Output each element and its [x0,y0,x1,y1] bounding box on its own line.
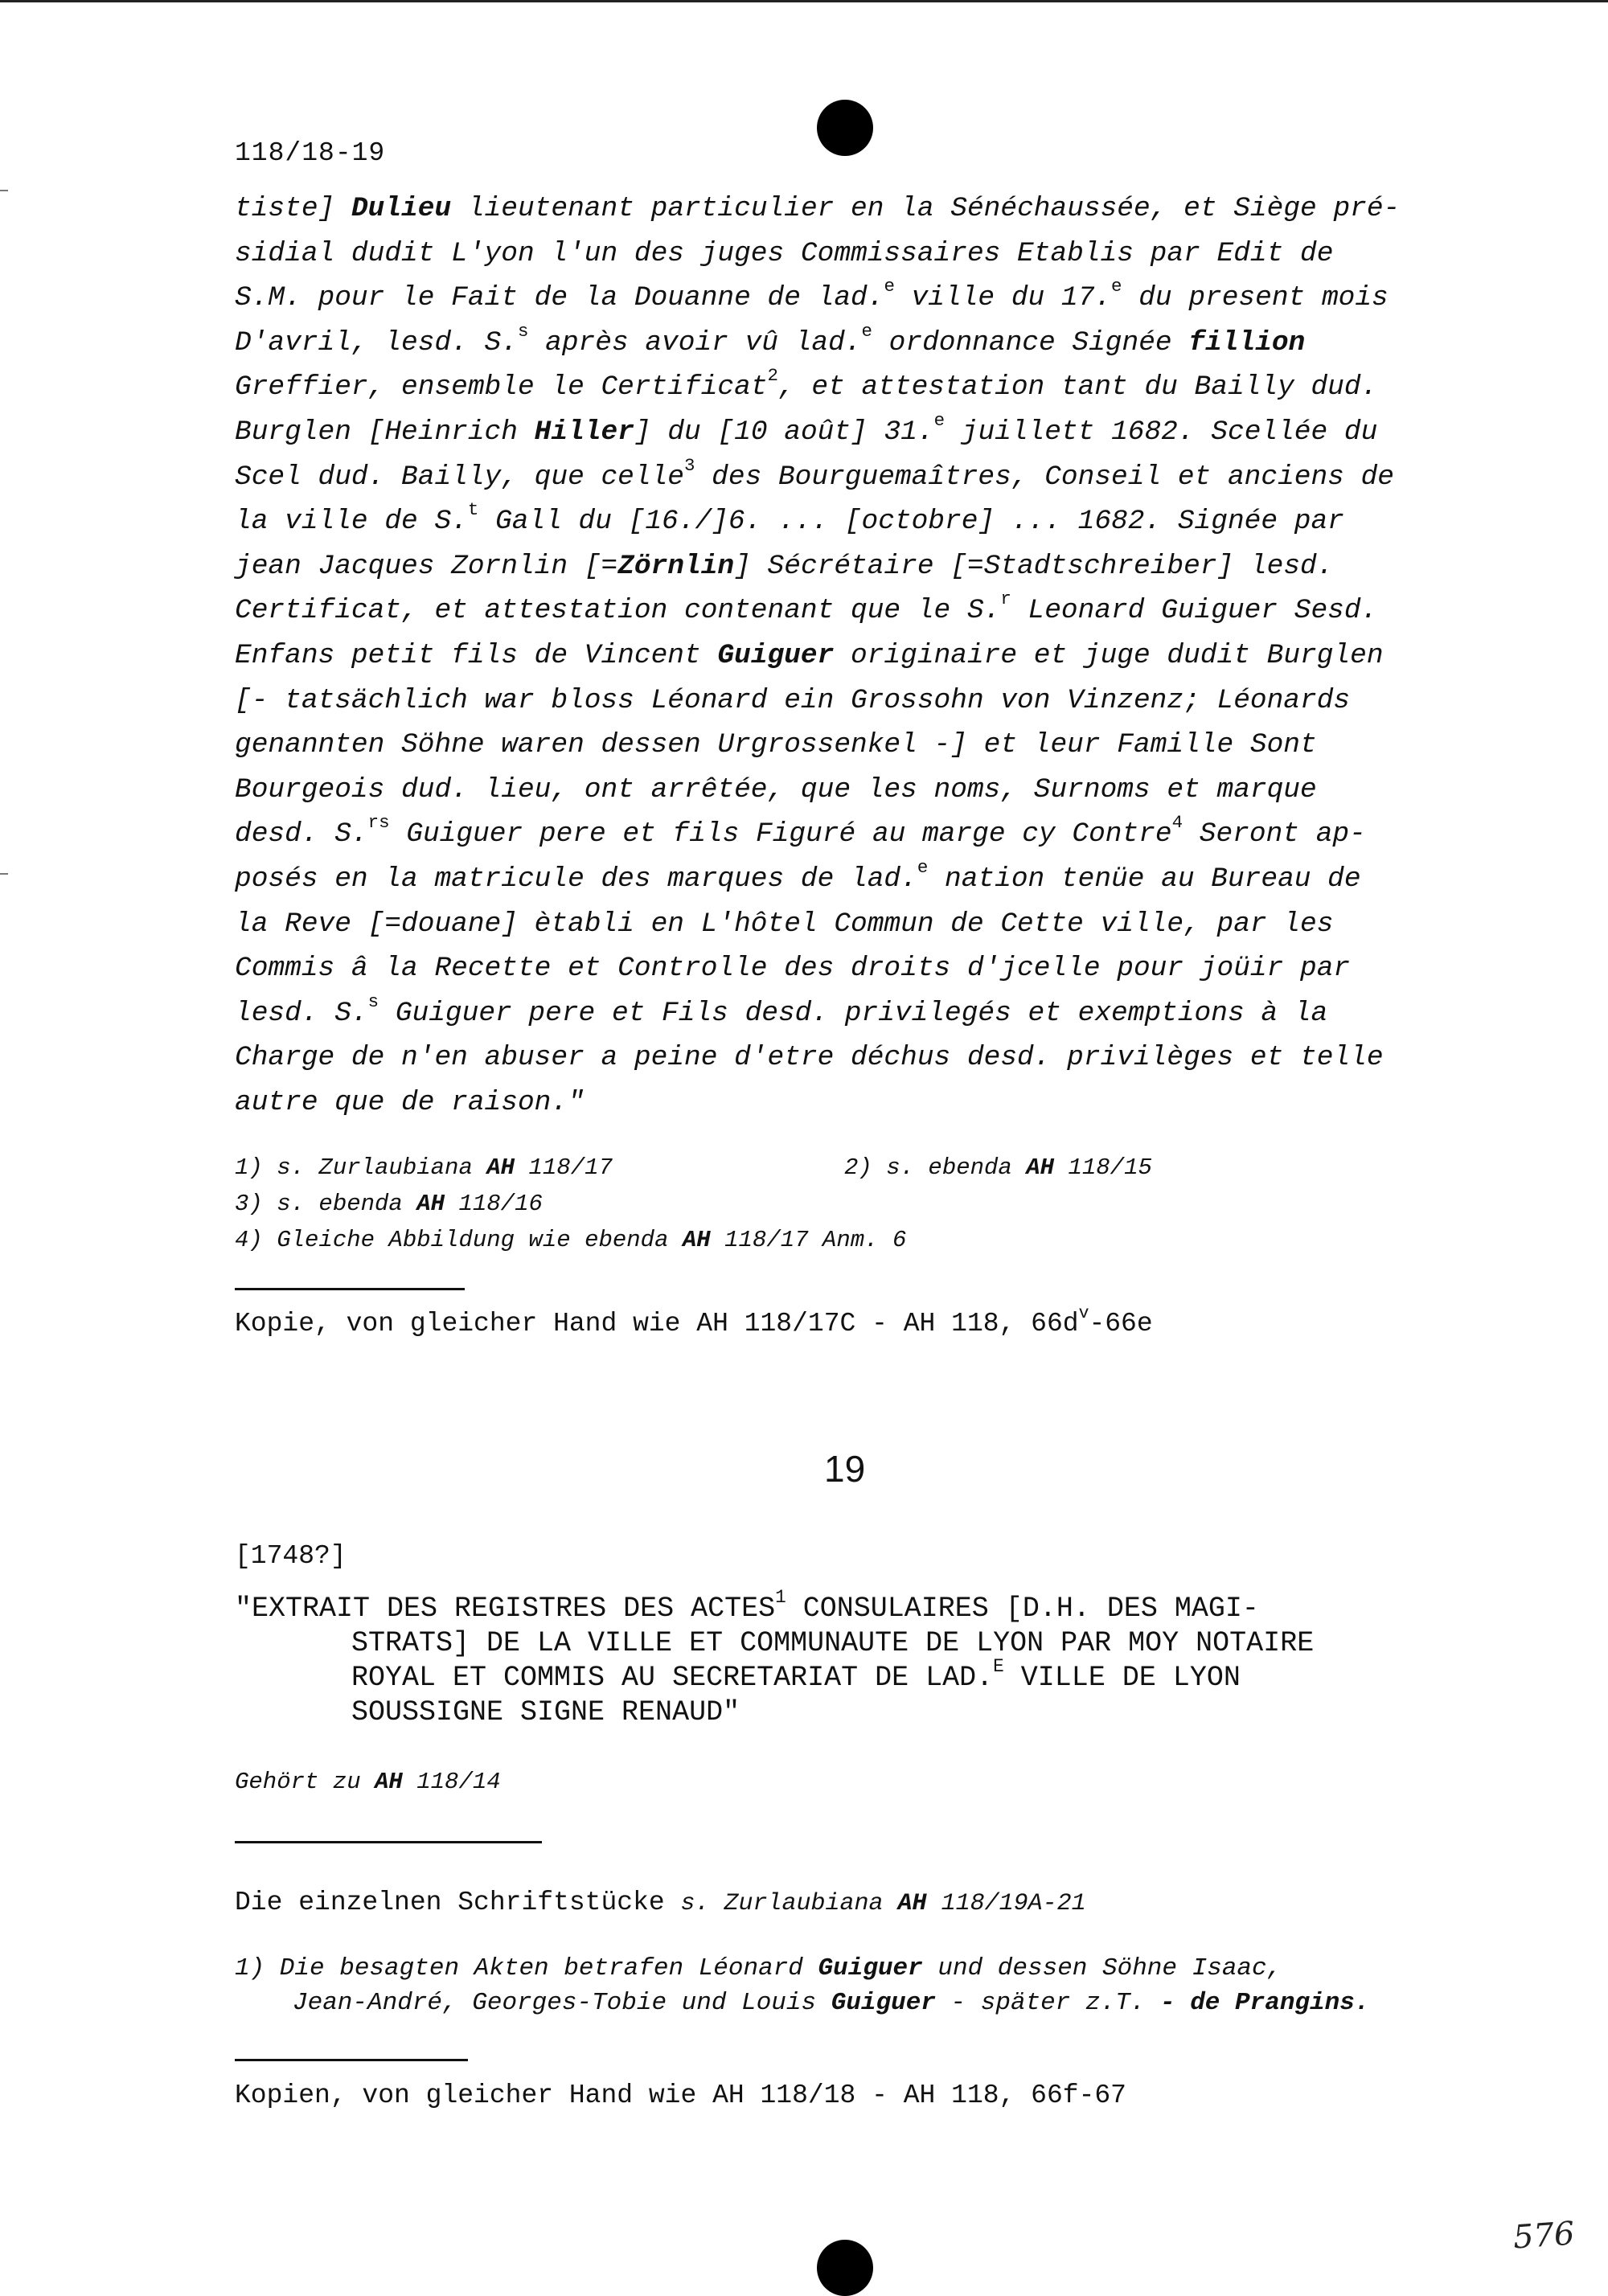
transcription-text: Seront ap- [1183,818,1366,851]
transcription-superscript: 4 [1171,812,1183,834]
footnote-text-bold: AH [682,1227,711,1253]
footnote-text: und dessen Söhne Isaac, [922,1954,1282,1982]
belongs-text: 118/14 [402,1769,501,1795]
transcription-text: juillett 1682. Scellée du [945,416,1378,448]
transcription-text: [- tatsächlich war bloss Léonard ein Grossohn von Vinzenz; Léonards [235,684,1351,716]
footnote-text: 4) Gleiche Abbildung wie ebenda [235,1227,683,1253]
transcription-line [235,321,1465,366]
footnote-text: - später z.T. [935,1989,1160,2017]
belongs-text-bold: AH [375,1769,403,1795]
items-text-italic: s. Zurlaubiana [680,1890,898,1917]
transcription-superscript: t [467,499,479,521]
footnote-row [235,1150,1152,1186]
transcription-text: Commis â la Recette et Controlle des droits d'jcelle pour joüir par [235,953,1351,985]
footnote-2 [844,1150,1152,1186]
heading-line [235,1586,1314,1626]
transcription-text: posés en la matricule des marques de lad. [235,863,917,895]
heading-superscript: 1 [775,1586,786,1608]
footnote-text: 118/17 [515,1154,613,1181]
transcription-line [235,991,1465,1036]
transcription-text: desd. S. [235,818,368,851]
handwritten-page-number: 576 [1512,2215,1576,2257]
footnote-text: 2) s. ebenda [844,1154,1027,1181]
transcription-line [235,1080,1465,1125]
footnote-text: 1) Die besagten Akten betrafen Léonard [235,1954,818,1982]
transcription-text: la ville de S. [235,506,468,538]
transcription-line [235,679,1465,724]
transcription-text: après avoir vû lad. [528,326,862,359]
belongs-to-note [235,1769,501,1795]
transcription-line [235,768,1465,813]
transcription-text: Bourgeois dud. lieu, ont arrêtée, que les noms, Surnoms et marque [235,773,1317,806]
transcription-text: sidial dudit L'yon l'un des juges Commissaires Etablis par Edit de [235,237,1334,269]
separator-rule [235,1288,465,1290]
document-number: 19 [824,1448,866,1490]
heading-line [235,1655,1314,1695]
source-note-second: Kopien, von gleicher Hand wie AH 118/18 - AH 118, 66f-67 [235,2081,1126,2110]
source-text: Kopie, von gleicher Hand wie AH 118/17C - AH 118, 66d [235,1309,1079,1339]
transcription-text: Scel dud. Bailly, que celle [235,461,684,493]
transcription-text: genannten Söhne waren dessen Urgrossenkel -] et leur Famille Sont [235,729,1317,761]
source-text: -66e [1089,1309,1153,1339]
footnote-text: 1) s. Zurlaubiana [235,1154,487,1181]
transcription-line [235,232,1465,277]
source-superscript: v [1078,1303,1089,1323]
transcription-line [235,723,1465,768]
transcription-superscript: r [1000,588,1011,610]
heading-text: "EXTRAIT DES REGISTRES DES ACTES [235,1593,776,1625]
footnote-text-bold: AH [486,1154,515,1181]
separator-rule [235,1841,542,1843]
transcription-text: autre que de raison." [235,1086,585,1118]
footnote-text: 118/16 [445,1191,543,1217]
transcription-line [235,410,1465,455]
transcription-text: Greffier, ensemble le Certificat [235,371,768,404]
items-text-bold: AH [897,1890,927,1917]
page-reference: 118/18-19 [235,138,386,168]
transcription-text: ] Sécrétaire [=Stadtschreiber] lesd. [734,550,1334,582]
transcription-line [235,187,1465,232]
transcription-bold-name: fillion [1188,326,1306,359]
heading-text: ROYAL ET COMMIS AU SECRETARIAT DE LAD. [351,1662,994,1694]
document-date: [1748?] [235,1541,347,1571]
heading-line: STRATS] DE LA VILLE ET COMMUNAUTE DE LYON PAR MOY NOTAIRE [351,1627,1315,1659]
transcription-bold-name: Dulieu [351,193,452,224]
punch-hole-top [817,100,873,156]
transcription-text: Charge de n'en abuser a peine d'etre déchus desd. privilèges et telle [235,1042,1384,1074]
footnote-line [235,1951,1369,1986]
transcription-body [235,187,1465,1125]
footnote-text: 118/17 Anm. 6 [710,1227,907,1253]
items-note [235,1888,1086,1917]
footnote-text-bold: - de Prangins. [1160,1989,1370,2017]
belongs-text: Gehört zu [235,1769,375,1795]
transcription-line [235,365,1465,410]
heading-line: SOUSSIGNE SIGNE RENAUD" [351,1696,740,1728]
margin-tick [0,190,8,191]
transcription-line [235,544,1465,589]
transcription-text: ] du [10 août] 31. [634,416,934,448]
transcription-text: Guiguer pere et fils Figuré au marge cy Contre [389,818,1172,851]
footnote-text: 118/15 [1054,1154,1152,1181]
source-note [235,1303,1153,1339]
transcription-text: nation tenüe au Bureau de [928,863,1361,895]
footnote-text-bold: AH [1026,1154,1055,1181]
footnote-text-bold: AH [416,1191,445,1217]
transcription-superscript: 3 [684,454,695,476]
heading-superscript: E [993,1655,1004,1677]
transcription-superscript: e [1111,276,1122,297]
footnote-second-section [235,1951,1369,2020]
transcription-line [235,276,1465,321]
transcription-text: Enfans petit fils de Vincent [235,639,718,671]
transcription-line [235,633,1465,679]
transcription-text: ville du 17. [894,282,1112,314]
transcription-line [235,499,1465,544]
transcription-text: lesd. S. [235,997,368,1029]
footnote-text-bold: Guiguer [831,1989,936,2017]
footnote-4 [235,1222,906,1258]
transcription-superscript: 2 [767,365,778,387]
transcription-line [235,946,1465,991]
transcription-superscript: e [884,276,895,297]
transcription-text: , et attestation tant du Bailly dud. [777,371,1378,404]
transcription-line [235,812,1465,857]
transcription-bold-name: Guiguer [717,639,835,671]
footnote-text: Jean-André, Georges-Tobie und Louis [293,1989,831,2017]
transcription-superscript: e [861,320,872,342]
transcription-text: des Bourguemaîtres, Conseil et anciens de [695,461,1394,493]
transcription-text: lieutenant particulier en la Sénéchaussée, et Siège pré- [451,193,1401,224]
transcription-line [235,588,1465,633]
transcription-bold-name: Hiller [534,416,634,448]
transcription-line [235,902,1465,947]
transcription-line [235,1035,1465,1080]
transcription-line [235,455,1465,500]
transcription-text: S.M. pour le Fait de la Douanne de lad. [235,282,884,314]
transcription-superscript: s [517,320,529,342]
heading-text: VILLE DE LYON [1003,1662,1241,1694]
document-heading [235,1586,1315,1730]
punch-hole-bottom [817,2240,873,2296]
transcription-text: Leonard Guiguer Sesd. [1011,595,1378,627]
transcription-text: Guiguer pere et Fils desd. privilegés et exemptions à la [379,997,1328,1029]
transcription-text: la Reve [=douane] ètabli en L'hôtel Commun de Cette ville, par les [235,908,1334,940]
footnote-3 [235,1186,543,1222]
page-top-border [0,0,1608,2]
footnote-line [235,1986,1369,2020]
transcription-bold-name: Zörnlin [617,550,735,582]
margin-tick [0,873,8,875]
transcription-text: Gall du [16./]6. ... [octobre] ... 1682. Signée par [478,506,1344,538]
transcription-text: Burglen [Heinrich [235,416,535,448]
transcription-text: D'avril, lesd. S. [235,326,518,359]
transcription-text: du present mois [1122,282,1389,314]
transcription-superscript: e [933,410,946,432]
transcription-superscript: rs [367,812,390,834]
transcription-text: originaire et juge dudit Burglen [834,639,1384,671]
transcription-superscript: s [367,990,379,1012]
transcription-text: jean Jacques Zornlin [= [235,550,618,582]
footnote-1 [235,1154,613,1181]
transcription-text: tiste] [235,193,351,224]
footnote-text-bold: Guiguer [818,1954,923,1982]
transcription-superscript: e [917,857,929,879]
transcription-text: Certificat, et attestation contenant que le S. [235,595,1001,627]
items-text: Die einzelnen Schriftstücke [235,1888,681,1917]
items-text-italic: 118/19A-21 [926,1890,1086,1917]
transcription-text: ordonnance Signée [872,326,1189,359]
separator-rule [235,2059,468,2061]
transcription-line [235,857,1465,902]
footnote-text: 3) s. ebenda [235,1191,417,1217]
heading-text: CONSULAIRES [D.H. DES MAGI- [786,1593,1259,1625]
